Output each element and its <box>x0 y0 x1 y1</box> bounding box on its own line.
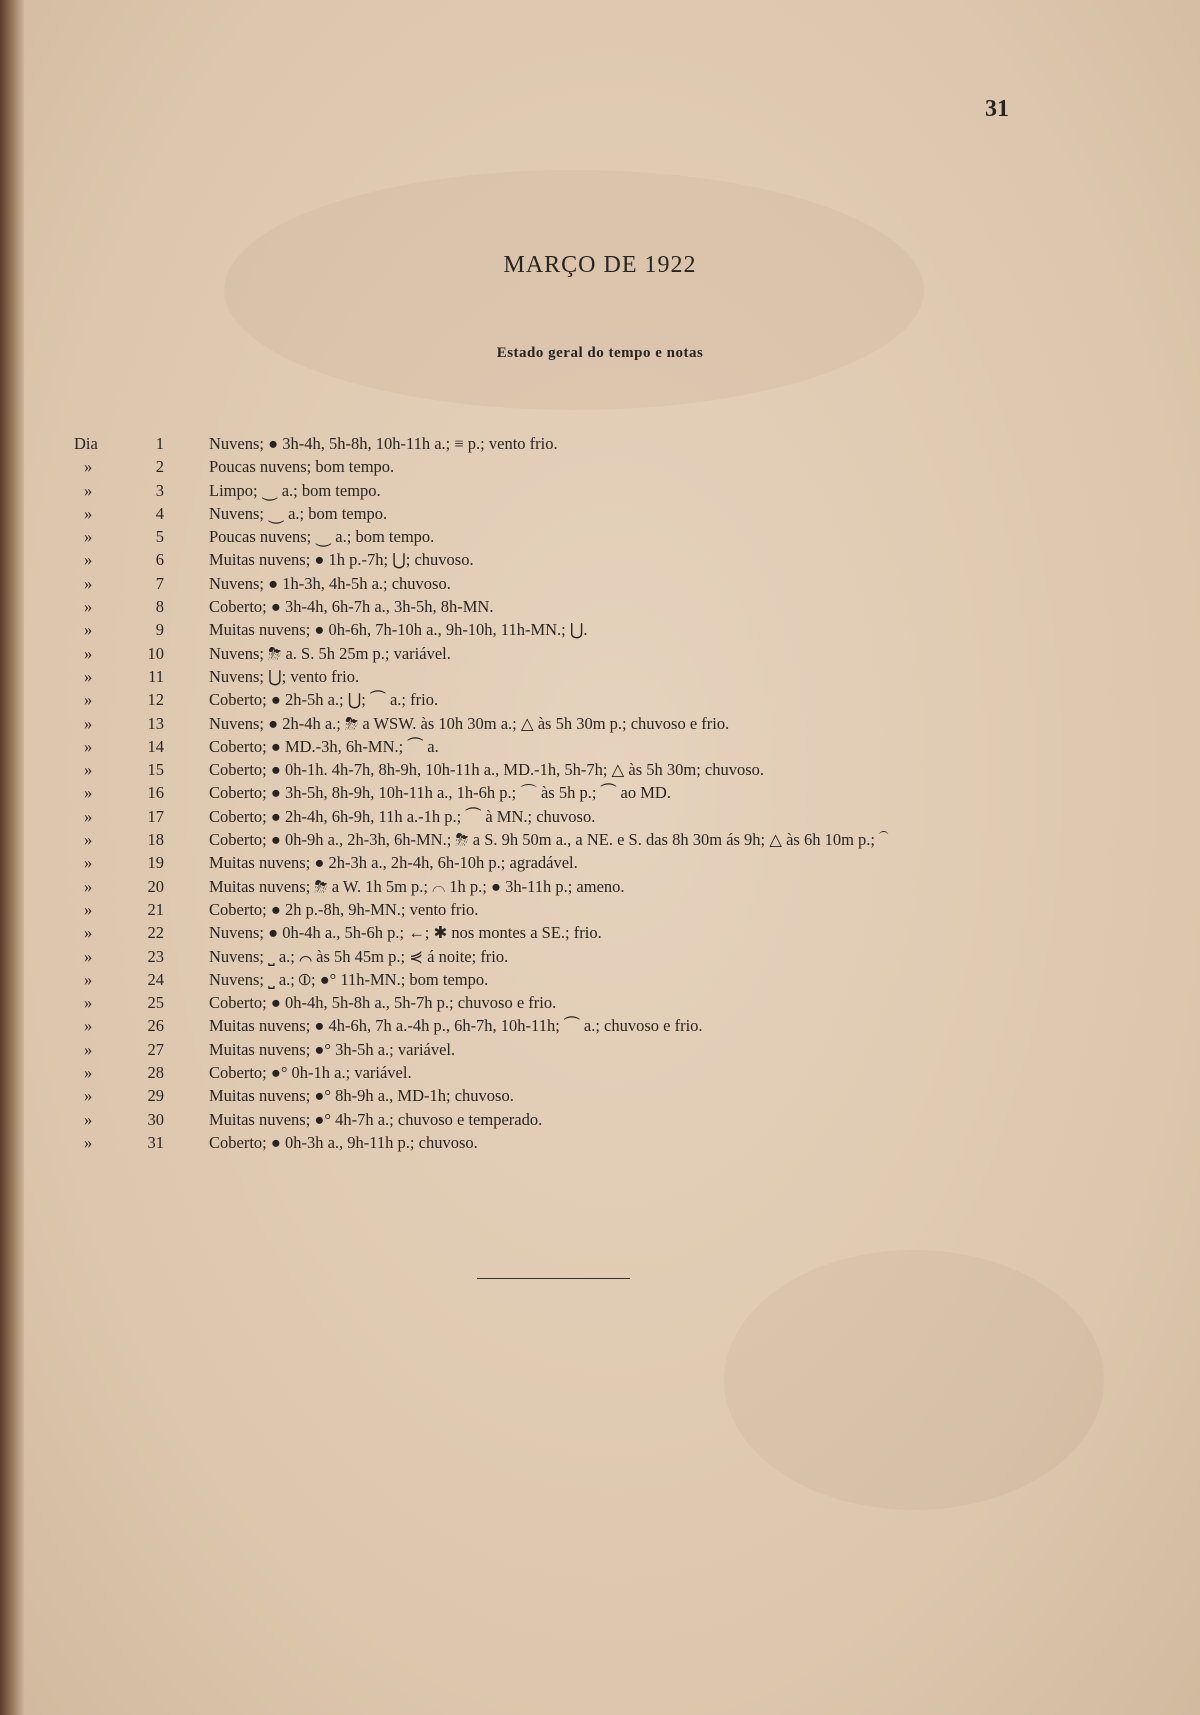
day-row <box>0 898 1200 921</box>
closing-rule <box>477 1278 630 1279</box>
day-number: 27 <box>147 1039 164 1059</box>
weather-note: Muitas nuvens; ●° 8h-9h a., MD-1h; chuvoso. <box>209 1086 514 1106</box>
ditto-mark: » <box>84 993 93 1013</box>
weather-note: Coberto; ● 0h-3h a., 9h-11h p.; chuvoso. <box>209 1132 478 1152</box>
day-number: 24 <box>147 969 164 989</box>
weather-note: Nuvens; ⛈ a. S. 5h 25m p.; variável. <box>209 643 451 663</box>
ditto-mark: » <box>84 1039 93 1059</box>
day-row <box>0 781 1200 804</box>
ditto-mark: » <box>84 1132 93 1152</box>
ditto-mark: » <box>84 783 93 803</box>
ditto-mark: » <box>84 853 93 873</box>
day-number: 14 <box>147 736 164 756</box>
day-row <box>0 432 1200 455</box>
ditto-mark: » <box>84 760 93 780</box>
ditto-mark: » <box>84 527 93 547</box>
ditto-mark: » <box>84 550 93 570</box>
day-row <box>0 921 1200 944</box>
page-number: 31 <box>985 96 1009 122</box>
ditto-mark: » <box>84 806 93 826</box>
weather-note: Coberto; ● 2h-4h, 6h-9h, 11h a.-1h p.; ⏜ à MN.; chuvoso. <box>209 806 596 826</box>
day-row <box>0 688 1200 711</box>
day-row <box>0 1061 1200 1084</box>
day-row <box>0 548 1200 571</box>
day-number: 13 <box>147 713 164 733</box>
weather-note: Muitas nuvens; ● 1h p.-7h; ⋃; chuvoso. <box>209 550 474 570</box>
page-title: MARÇO DE 1922 <box>503 252 697 278</box>
day-number: 26 <box>147 1016 164 1036</box>
day-number: 25 <box>147 993 164 1013</box>
day-number: 18 <box>147 830 164 850</box>
weather-note: Nuvens; ● 0h-4h a., 5h-6h p.; ←; ✱ nos montes a SE.; frio. <box>209 923 602 943</box>
day-row <box>0 572 1200 595</box>
ditto-mark: » <box>84 1109 93 1129</box>
ditto-mark: » <box>84 830 93 850</box>
day-number: 6 <box>155 550 164 570</box>
paper-stain <box>224 170 924 410</box>
day-number: 12 <box>147 690 164 710</box>
day-row <box>0 851 1200 874</box>
day-number: 7 <box>155 573 164 593</box>
day-row <box>0 875 1200 898</box>
day-number: 10 <box>147 643 164 663</box>
day-number: 8 <box>155 597 164 617</box>
day-number: 15 <box>147 760 164 780</box>
weather-note: Muitas nuvens; ● 0h-6h, 7h-10h a., 9h-10h, 11h-MN.; ⋃. <box>209 620 588 640</box>
day-row <box>0 968 1200 991</box>
ditto-mark: » <box>84 690 93 710</box>
weather-note: Coberto; ● 3h-5h, 8h-9h, 10h-11h a., 1h-6h p.; ⌒ às 5h p.; ⏜ ao MD. <box>209 783 671 803</box>
day-row <box>0 1038 1200 1061</box>
day-row <box>0 665 1200 688</box>
day-row <box>0 712 1200 735</box>
day-row <box>0 1108 1200 1131</box>
weather-note: Muitas nuvens; ● 2h-3h a., 2h-4h, 6h-10h p.; agradável. <box>209 853 578 873</box>
weather-note: Coberto; ● 2h-5h a.; ⋃; ⏜ a.; frio. <box>209 690 439 710</box>
day-number: 20 <box>147 876 164 896</box>
ditto-mark: » <box>84 1016 93 1036</box>
weather-note: Nuvens; ● 3h-4h, 5h-8h, 10h-11h a.; ≡ p.; vento frio. <box>209 434 558 453</box>
weather-note: Coberto; ● 0h-9h a., 2h-3h, 6h-MN.; ⛈ a S. 9h 50m a., a NE. e S. das 8h 30m ás 9h; △ às 6h 10m p.; ⏜ <box>209 830 889 850</box>
weather-note: Nuvens; ● 1h-3h, 4h-5h a.; chuvoso. <box>209 573 451 593</box>
day-number: 4 <box>155 503 164 523</box>
day-row <box>0 455 1200 478</box>
ditto-mark: » <box>84 643 93 663</box>
day-row <box>0 479 1200 502</box>
ditto-mark: » <box>84 713 93 733</box>
weather-note: Limpo; ⏝ a.; bom tempo. <box>209 480 381 500</box>
day-number: 28 <box>147 1063 164 1083</box>
day-row <box>0 502 1200 525</box>
day-number: 21 <box>147 899 164 919</box>
day-row <box>0 525 1200 548</box>
day-number: 11 <box>148 666 164 686</box>
day-row <box>0 642 1200 665</box>
day-number: 16 <box>147 783 164 803</box>
weather-note: Nuvens; ⏝ a.; bom tempo. <box>209 503 388 523</box>
day-row <box>0 735 1200 758</box>
day-label: Dia <box>74 434 98 453</box>
day-number: 19 <box>147 853 164 873</box>
day-row <box>0 618 1200 641</box>
day-number: 9 <box>155 620 164 640</box>
ditto-mark: » <box>84 1063 93 1083</box>
weather-note: Coberto; ● 0h-1h. 4h-7h, 8h-9h, 10h-11h a., MD.-1h, 5h-7h; △ às 5h 30m; chuvoso. <box>209 760 765 780</box>
weather-note: Nuvens; ⎵ a.; ⌒ às 5h 45m p.; ⋞ á noite; frio. <box>209 946 509 966</box>
ditto-mark: » <box>84 457 93 477</box>
day-number: 5 <box>155 527 164 547</box>
ditto-mark: » <box>84 1086 93 1106</box>
weather-note: Coberto; ●° 0h-1h a.; variável. <box>209 1063 412 1083</box>
weather-note: Muitas nuvens; ●° 3h-5h a.; variável. <box>209 1039 456 1059</box>
weather-note: Nuvens; ⎵ a.; ⦶; ●° 11h-MN.; bom tempo. <box>209 969 489 989</box>
weather-note: Poucas nuvens; bom tempo. <box>209 457 395 477</box>
ditto-mark: » <box>84 597 93 617</box>
paper-stain <box>724 1250 1104 1510</box>
ditto-mark: » <box>84 946 93 966</box>
weather-note: Muitas nuvens; ●° 4h-7h a.; chuvoso e temperado. <box>209 1109 543 1129</box>
day-row <box>0 991 1200 1014</box>
day-row <box>0 805 1200 828</box>
day-row <box>0 828 1200 851</box>
day-row <box>0 1014 1200 1037</box>
ditto-mark: » <box>84 666 93 686</box>
day-row <box>0 595 1200 618</box>
day-row <box>0 945 1200 968</box>
ditto-mark: » <box>84 573 93 593</box>
day-number: 29 <box>147 1086 164 1106</box>
day-number: 31 <box>147 1132 164 1152</box>
weather-note: Poucas nuvens; ⏝ a.; bom tempo. <box>209 527 435 547</box>
day-row <box>0 758 1200 781</box>
weather-note: Muitas nuvens; ● 4h-6h, 7h a.-4h p., 6h-7h, 10h-11h; ⏜ a.; chuvoso e frio. <box>209 1016 703 1036</box>
weather-note: Nuvens; ● 2h-4h a.; ⛈ a WSW. às 10h 30m a.; △ às 5h 30m p.; chuvoso e frio. <box>209 713 730 733</box>
day-number: 17 <box>147 806 164 826</box>
day-number: 3 <box>155 480 164 500</box>
weather-note: Coberto; ● 0h-4h, 5h-8h a., 5h-7h p.; chuvoso e frio. <box>209 993 557 1013</box>
day-number: 22 <box>147 923 164 943</box>
weather-note: Muitas nuvens; ⛈ a W. 1h 5m p.; ⌒ 1h p.; ● 3h-11h p.; ameno. <box>209 876 625 896</box>
day-number: 2 <box>155 457 164 477</box>
ditto-mark: » <box>84 923 93 943</box>
day-row <box>0 1084 1200 1107</box>
ditto-mark: » <box>84 899 93 919</box>
weather-note: Coberto; ● 2h p.-8h, 9h-MN.; vento frio. <box>209 899 479 919</box>
day-number: 1 <box>155 434 164 453</box>
weather-note: Coberto; ● MD.-3h, 6h-MN.; ⏜ a. <box>209 736 439 756</box>
ditto-mark: » <box>84 480 93 500</box>
daily-weather-list <box>0 432 1200 1154</box>
section-subtitle: Estado geral do tempo e notas <box>496 345 704 361</box>
weather-note: Coberto; ● 3h-4h, 6h-7h a., 3h-5h, 8h-MN. <box>209 597 494 617</box>
day-row <box>0 1131 1200 1154</box>
ditto-mark: » <box>84 620 93 640</box>
day-number: 30 <box>147 1109 164 1129</box>
day-number: 23 <box>147 946 164 966</box>
ditto-mark: » <box>84 876 93 896</box>
ditto-mark: » <box>84 969 93 989</box>
ditto-mark: » <box>84 503 93 523</box>
ditto-mark: » <box>84 736 93 756</box>
weather-note: Nuvens; ⋃; vento frio. <box>209 666 360 686</box>
